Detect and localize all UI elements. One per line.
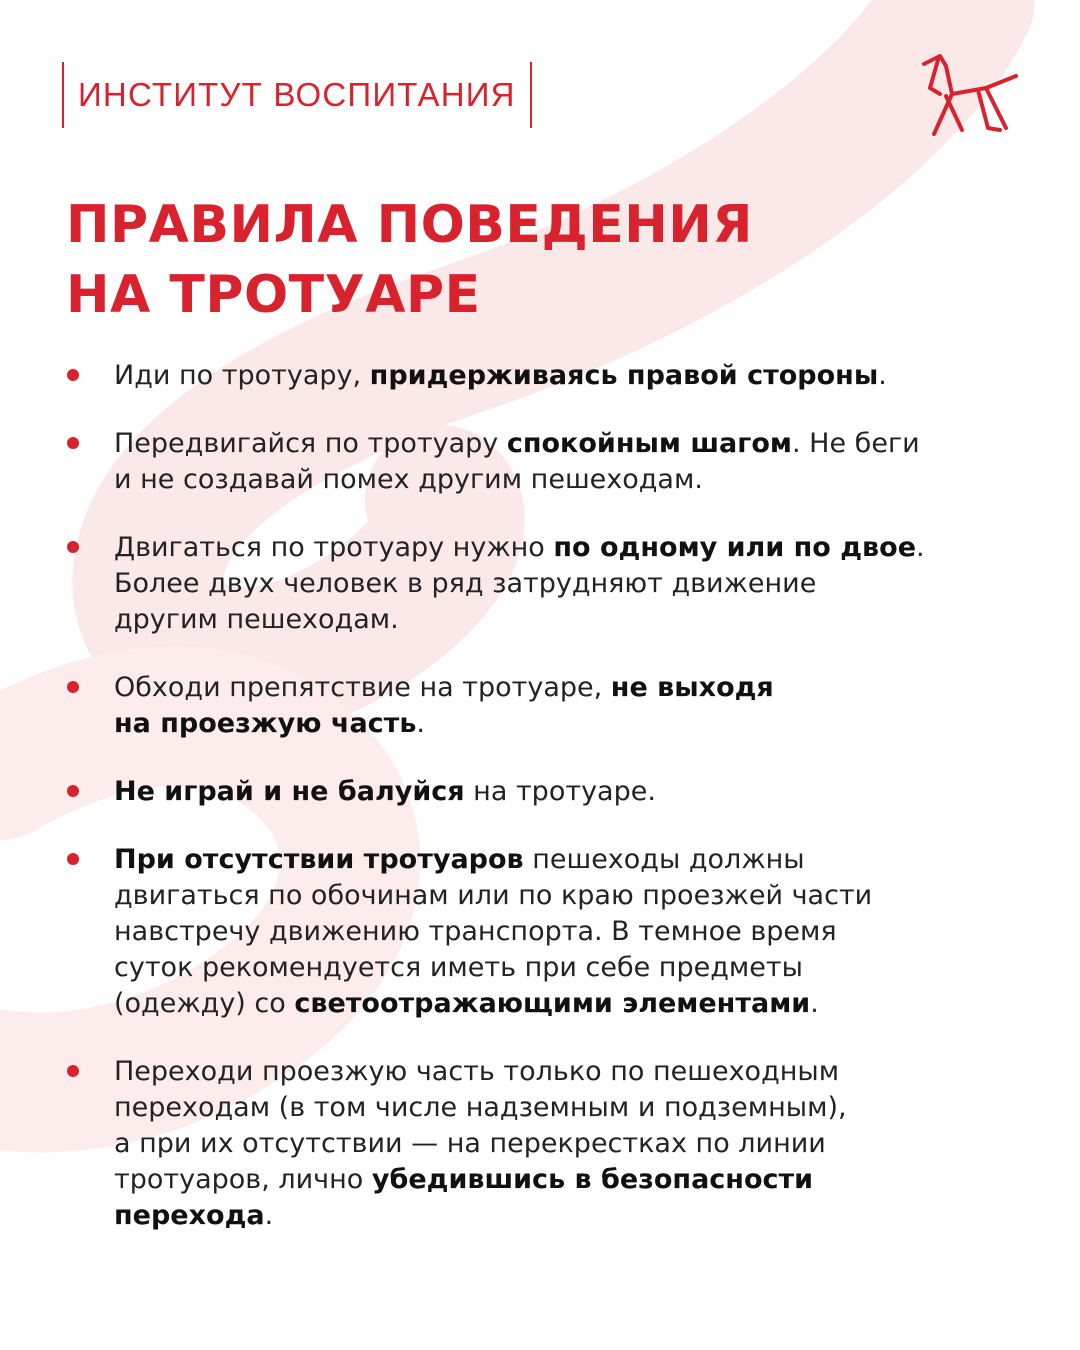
rule-text: переходам (в том числе надземным и подземным),: [114, 1092, 847, 1123]
horse-logo-icon: [916, 50, 1020, 136]
rule-item: [66, 426, 996, 498]
rule-text-bold: не выходя: [610, 672, 774, 703]
rule-text: и не создавай помех другим пешеходам.: [114, 464, 703, 495]
rule-text: . Не беги: [792, 428, 920, 459]
rule-text-bold: Не играй и не балуйся: [114, 776, 465, 807]
rule-text: тротуаров, лично: [114, 1164, 372, 1195]
rule-text-bold: светоотражающими элементами: [294, 988, 811, 1019]
rule-text: Иди по тротуару,: [114, 360, 370, 391]
rule-text: Обходи препятствие на тротуаре,: [114, 672, 611, 703]
rule-text-bold: спокойным шагом: [506, 428, 793, 459]
bullet-dot-icon: [67, 785, 79, 797]
title-line-2: НА ТРОТУАРЕ: [66, 265, 481, 325]
rule-text-bold: При отсутствии тротуаров: [114, 844, 524, 875]
header-right-divider: [530, 62, 532, 128]
bullet-dot-icon: [67, 541, 79, 553]
rule-text-bold: убедившись в безопасности: [371, 1164, 814, 1195]
bullet-dot-icon: [67, 369, 79, 381]
rule-text-bold: по одному или по двое: [553, 532, 917, 563]
rule-text: другим пешеходам.: [114, 604, 399, 635]
rule-item: [66, 358, 996, 394]
rules-list: [66, 358, 996, 1266]
rule-text: навстречу движению транспорта. В темное время: [114, 916, 837, 947]
rule-text-bold: придерживаясь правой стороны: [369, 360, 879, 391]
rule-text: .: [878, 360, 887, 391]
rule-text-bold: перехода: [114, 1200, 265, 1231]
rule-text: пешеходы должны: [523, 844, 805, 875]
rule-text: Переходи проезжую часть только по пешеходным: [114, 1056, 840, 1087]
rule-text: Двигаться по тротуару нужно: [114, 532, 554, 563]
rule-item: [66, 530, 996, 638]
rule-text: двигаться по обочинам или по краю проезжей части: [114, 880, 873, 911]
rule-text: суток рекомендуется иметь при себе предметы: [114, 952, 803, 983]
rule-text: .: [810, 988, 819, 1019]
bullet-dot-icon: [67, 853, 79, 865]
rule-text: .: [916, 532, 925, 563]
rule-text: .: [416, 708, 425, 739]
bullet-dot-icon: [67, 681, 79, 693]
rule-item: [66, 774, 996, 810]
bullet-dot-icon: [67, 1065, 79, 1077]
org-header: [62, 62, 532, 128]
rule-text: (одежду) со: [114, 988, 295, 1019]
page-title: [66, 190, 753, 330]
rule-text: Передвигайся по тротуару: [114, 428, 507, 459]
rule-item: [66, 1054, 996, 1234]
bullet-dot-icon: [67, 437, 79, 449]
rule-text: на тротуаре.: [464, 776, 656, 807]
rule-text: .: [264, 1200, 274, 1231]
title-line-1: ПРАВИЛА ПОВЕДЕНИЯ: [66, 195, 753, 255]
rule-item: [66, 670, 996, 742]
rule-text: а при их отсутствии — на перекрестках по линии: [114, 1128, 826, 1159]
rule-item: [66, 842, 996, 1022]
rule-text-bold: на проезжую часть: [114, 708, 417, 739]
rule-text: Более двух человек в ряд затрудняют движение: [114, 568, 817, 599]
org-name: ИНСТИТУТ ВОСПИТАНИЯ: [78, 76, 516, 113]
